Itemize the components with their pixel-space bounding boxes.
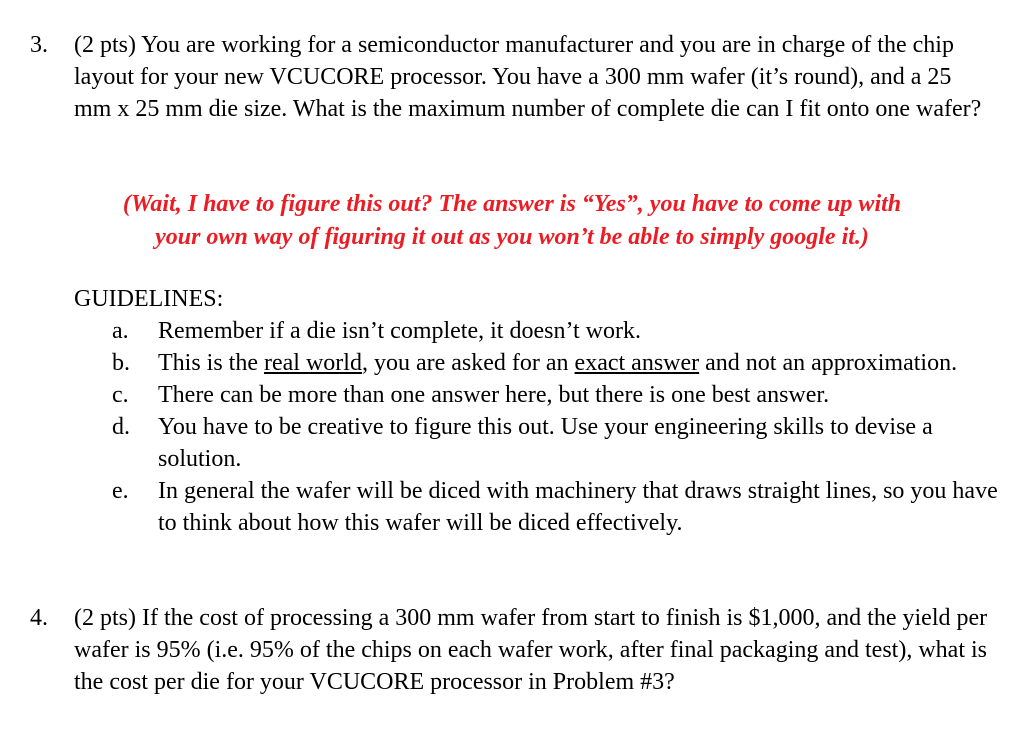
red-note-line-1: (Wait, I have to figure this out? The answer is “Yes”, you have to come up with <box>122 191 902 217</box>
guideline-item-e <box>74 475 1004 539</box>
problem-3-text: (2 pts) You are working for a semiconductor manufacturer and you are in charge of the chip layout for your new VCUCORE processor. You have a 300 mm wafer (it’s round), and a 25 mm x 25 mm die size. What is the maximum number of complete die can I fit onto one wafer? <box>74 32 982 122</box>
problem-3-number: 3. <box>30 32 48 58</box>
red-note <box>20 188 1004 254</box>
underlined-phrase-exact-answer: exact answer <box>574 350 700 376</box>
guideline-letter: a. <box>112 318 129 344</box>
problem-3 <box>30 29 990 125</box>
guidelines-section <box>74 283 1004 539</box>
guideline-letter: b. <box>112 350 130 376</box>
guidelines-title: GUIDELINES: <box>74 286 224 312</box>
guideline-item-b <box>74 347 1004 379</box>
guideline-item-d <box>74 411 1004 475</box>
problem-4-text: (2 pts) If the cost of processing a 300 mm wafer from start to finish is $1,000, and the yield per wafer is 95% (i.e. 95% of the chips on each wafer work, after final packaging and test), what is the cost per die for your VCUCORE processor in Problem #3? <box>74 605 988 695</box>
guideline-text-part: This is the <box>158 350 264 376</box>
guideline-text-part: and not an approximation. <box>699 350 958 376</box>
underlined-phrase-real-world: real world <box>264 350 362 376</box>
guideline-letter: d. <box>112 414 130 440</box>
guideline-item-a <box>74 315 1004 347</box>
guideline-text: You have to be creative to figure this out. Use your engineering skills to devise a solution. <box>158 414 933 472</box>
guideline-item-c <box>74 379 1004 411</box>
guideline-text: There can be more than one answer here, but there is one best answer. <box>158 382 830 408</box>
guideline-letter: e. <box>112 478 129 504</box>
guideline-text: Remember if a die isn’t complete, it doesn’t work. <box>158 318 641 344</box>
problem-4-number: 4. <box>30 605 48 631</box>
guideline-text-part: , you are asked for an <box>361 350 575 376</box>
problem-4 <box>30 602 990 698</box>
guideline-text: In general the wafer will be diced with machinery that draws straight lines, so you have to think about how this wafer will be diced effectively. <box>158 478 998 536</box>
guidelines-list <box>74 315 1004 539</box>
guideline-letter: c. <box>112 382 129 408</box>
red-note-line-2: your own way of figuring it out as you won’t be able to simply google it.) <box>155 224 869 250</box>
